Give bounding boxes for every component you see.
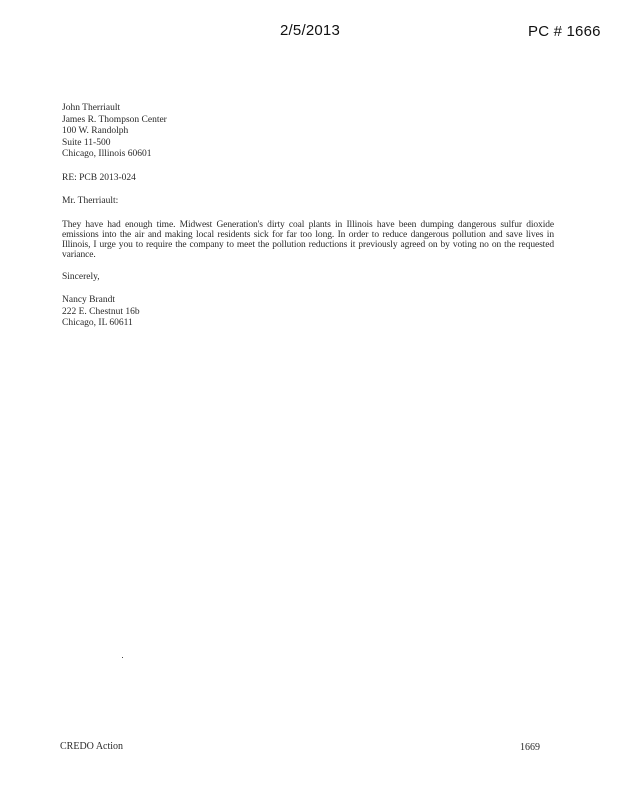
closing: Sincerely, [62,271,100,282]
recipient-suite: Suite 11-500 [62,137,111,148]
filing-date-stamp: 2/5/2013 [280,22,340,39]
footer-page-number: 1669 [520,742,540,753]
sender-city: Chicago, IL 60611 [62,318,133,328]
recipient-building: James R. Thompson Center [62,114,167,125]
footer-organization: CREDO Action [60,741,124,752]
scan-speck [122,657,123,658]
sender-address [62,295,554,330]
letter-paragraph: They have had enough time. Midwest Generation's dirty coal plants in Illinois have been dumping dangerous sulfur dioxide emissions into the air and making local residents sick for far too long. In order to reduce dangerous pollution and save lives in Illinois, I urge you to require the company to meet the pollution reductions it previously agreed on by voting no on the requested variance. [62,219,554,260]
recipient-name: John Therriault [62,103,121,113]
sender-name: Nancy Brandt [62,295,116,305]
recipient-city: Chicago, Illinois 60601 [62,149,152,159]
sender-street: 222 E. Chestnut 16b [62,306,140,317]
letter-body [62,103,554,330]
public-comment-number: PC # 1666 [528,23,601,40]
recipient-address [62,103,554,161]
reference-line: RE: PCB 2013-024 [62,172,136,183]
recipient-street: 100 W. Randolph [62,126,129,136]
salutation: Mr. Therriault: [62,196,119,206]
